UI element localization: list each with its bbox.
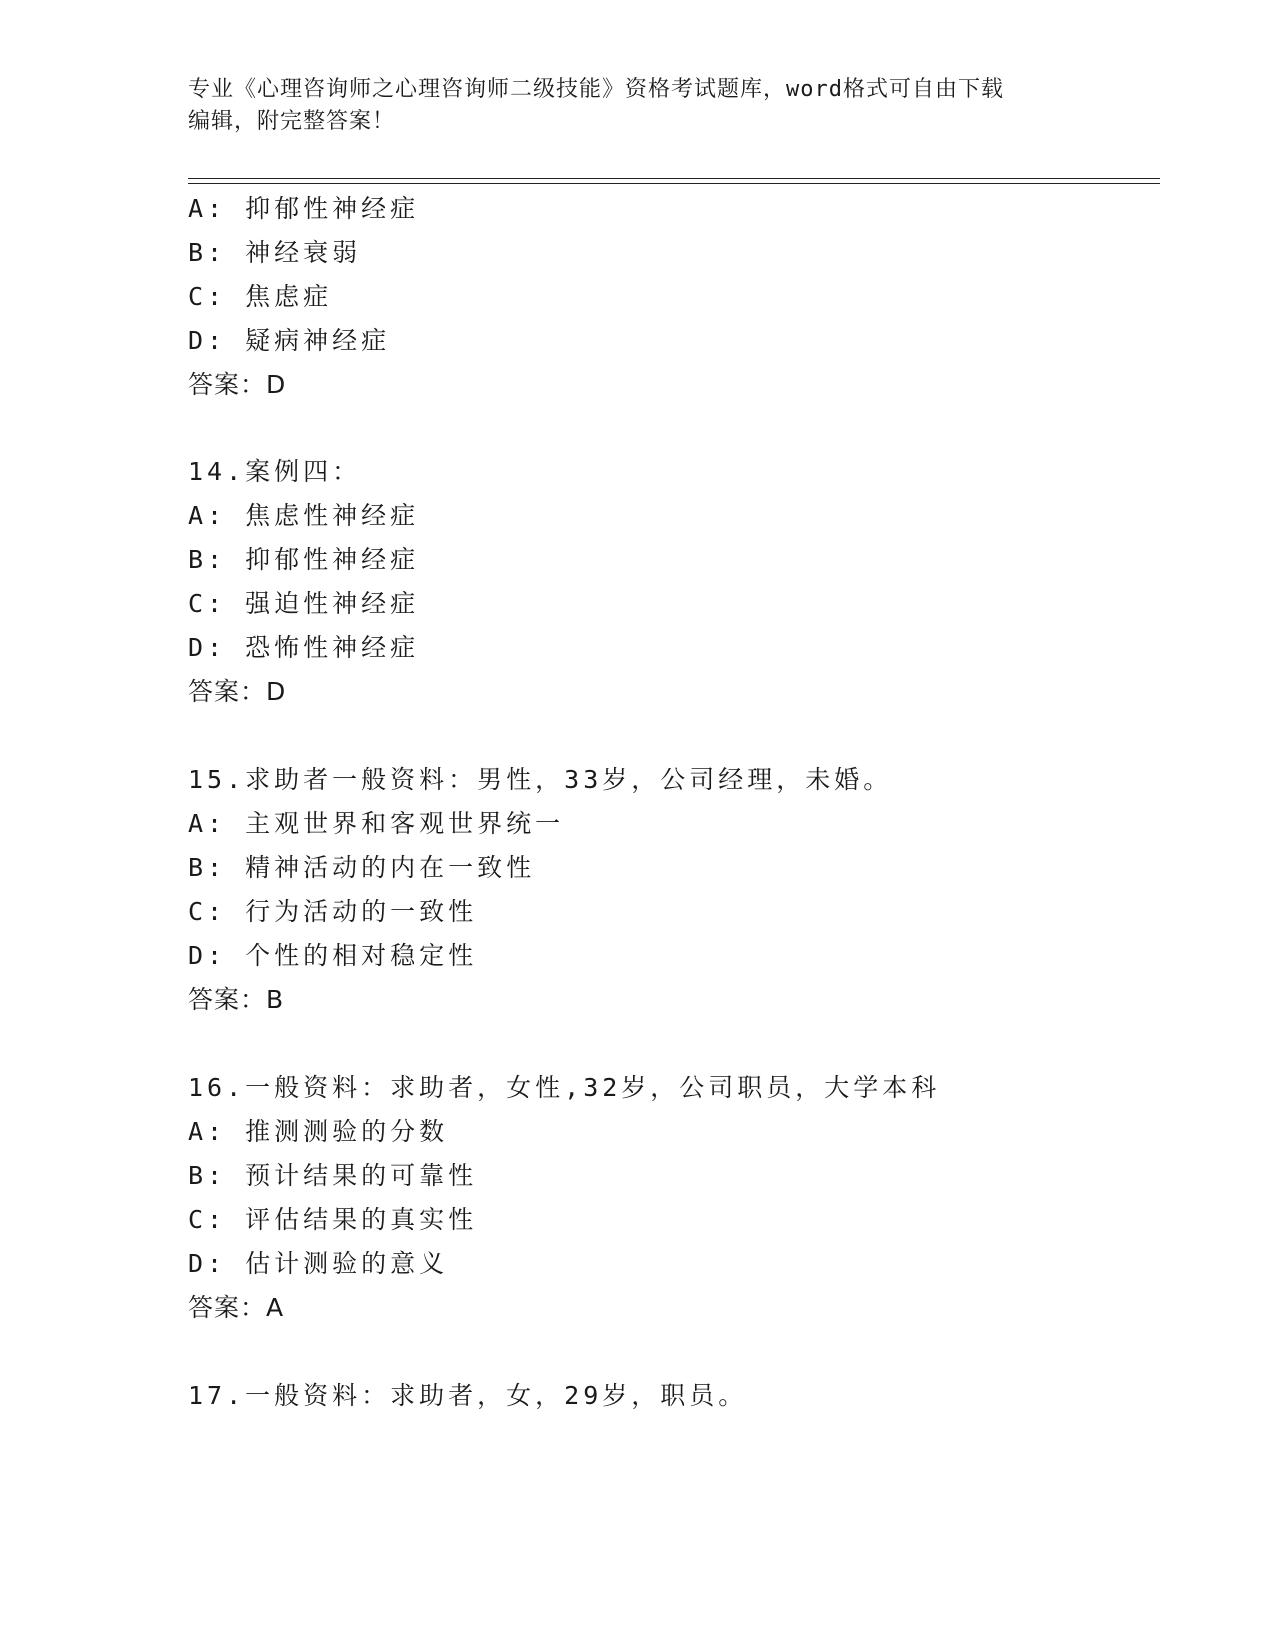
q14-answer: 答案：D bbox=[188, 677, 287, 706]
q14-option-d: D: 恐怖性神经症 bbox=[188, 633, 420, 662]
q15-question: 15.求助者一般资料：男性，33岁，公司经理，未婚。 bbox=[188, 765, 893, 794]
document-header bbox=[188, 74, 1068, 138]
q14-option-a: A: 焦虑性神经症 bbox=[188, 501, 420, 530]
q17-question: 17.一般资料：求助者，女，29岁，职员。 bbox=[188, 1381, 748, 1410]
q15-option-c: C: 行为活动的一致性 bbox=[188, 897, 478, 926]
header-line-1: 专业《心理咨询师之心理咨询师二级技能》资格考试题库，word格式可自由下载 bbox=[188, 77, 1004, 102]
q14-option-b: B: 抑郁性神经症 bbox=[188, 545, 420, 574]
header-divider-bottom bbox=[188, 183, 1160, 184]
header-divider-top bbox=[188, 178, 1160, 179]
header-line-2: 编辑，附完整答案！ bbox=[188, 109, 396, 134]
q13-option-a: A: 抑郁性神经症 bbox=[188, 194, 420, 223]
q13-option-d: D: 疑病神经症 bbox=[188, 326, 391, 355]
q13-answer: 答案：D bbox=[188, 370, 287, 399]
q16-option-c: C: 评估结果的真实性 bbox=[188, 1205, 478, 1234]
q13-option-c: C: 焦虑症 bbox=[188, 282, 333, 311]
q16-option-d: D: 估计测验的意义 bbox=[188, 1249, 449, 1278]
q15-option-b: B: 精神活动的内在一致性 bbox=[188, 853, 536, 882]
q14-question: 14.案例四： bbox=[188, 457, 362, 486]
q15-answer: 答案：B bbox=[188, 985, 285, 1014]
q13-option-b: B: 神经衰弱 bbox=[188, 238, 362, 267]
q16-option-b: B: 预计结果的可靠性 bbox=[188, 1161, 478, 1190]
q16-question: 16.一般资料：求助者，女性,32岁，公司职员，大学本科 bbox=[188, 1073, 941, 1102]
q16-option-a: A: 推测测验的分数 bbox=[188, 1117, 449, 1146]
q15-option-d: D: 个性的相对稳定性 bbox=[188, 941, 478, 970]
q16-answer: 答案：A bbox=[188, 1293, 285, 1322]
q15-option-a: A: 主观世界和客观世界统一 bbox=[188, 809, 565, 838]
q14-option-c: C: 强迫性神经症 bbox=[188, 589, 420, 618]
